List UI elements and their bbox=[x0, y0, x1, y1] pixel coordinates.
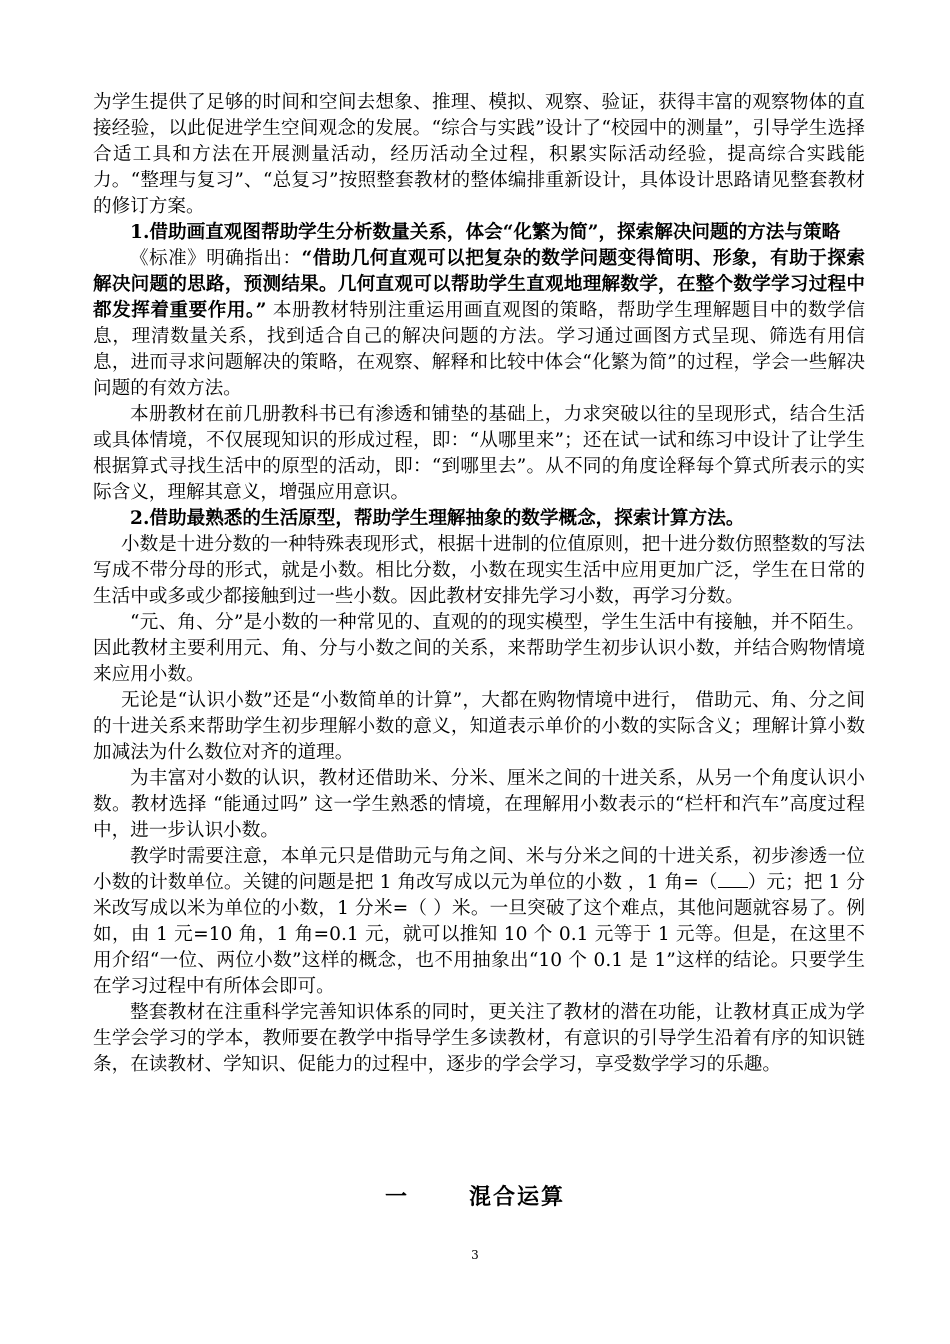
note-part-a: 教学时需要注意，本单元只是借助元与角之间、米与分米之间的十进关系，初步渗透一位小数的计数单位。关键的问题是把 1 角改写成以元为单位的小数 ，1 角=（ bbox=[93, 846, 865, 893]
paragraph-textbook: 本册教材在前几册教科书已有渗透和铺垫的基础上，力求突破以往的呈现形式，结合生活或具体情境，不仅展现知识的形成过程，即：“从哪里来”；还在试一试和练习中设计了让学生根据算式寻找生活中的原型的活动，即：“到哪里去”。从不同的角度诠释每个算式所表示的实际含义，理解其意义，增强应用意识。 bbox=[93, 404, 865, 503]
chapter-title: 混合运算 bbox=[469, 1184, 566, 1210]
chapter-heading bbox=[0, 1180, 950, 1211]
page-number: 3 bbox=[471, 1248, 479, 1262]
paragraph-money-model: “元、角、分”是小数的一种常见的、直观的的现实模型，学生生活中有接触，并不陌生。因此教材主要利用元、角、分与小数之间的关系，来帮助学生初步认识小数，并结合购物情境来应用小数。 bbox=[93, 612, 865, 685]
heading-2: 2.借助最熟悉的生活原型，帮助学生理解抽象的数学概念，探索计算方法。 bbox=[130, 508, 745, 529]
paragraph-standard-quote bbox=[93, 246, 865, 402]
paragraph-measurement: 为丰富对小数的认识，教材还借助米、分米、厘米之间的十进关系，从另一个角度认识小数。教材选择 “能通过吗” 这一学生熟悉的情境，在理解用小数表示的“栏杆和汽车”高度过程中，进一步认识小数。 bbox=[93, 768, 865, 841]
document-body bbox=[93, 90, 865, 1078]
quote-bold: “借助几何直观可以把复杂的数学问题变得简明、形象，有助于探索解决问题的思路，预测结果。几何直观可以帮助学生直观地理解数学，在整个数学学习过程中都发挥着重要作用。” bbox=[93, 248, 865, 321]
paragraph-intro: 为学生提供了足够的时间和空间去想象、推理、模拟、观察、验证，获得丰富的观察物体的直接经验，以此促进学生空间观念的发展。“综合与实践”设计了“校园中的测量”，引导学生选择合适工具和方法在开展测量活动，经历活动全过程，积累实际活动经验，提高综合实践能力。“整理与复习”、“总复习”按照整套教材的整体编排重新设计，具体设计思路请见整套教材的修订方案。 bbox=[93, 92, 865, 217]
quote-rest: 本册教材特别注重运用画直观图的策略，帮助学生理解题目中的数学信息，理清数量关系，找到适合自己的解决问题的方法。学习通过画图方式呈现、筛选有用信息，进而寻求问题解决的策略，在观察、解释和比较中体会“化繁为简”的过程，学会一些解决问题的有效方法。 bbox=[93, 300, 865, 399]
quote-lead: 《标准》明确指出： bbox=[130, 248, 302, 269]
paragraph-teaching-note bbox=[93, 844, 865, 1000]
note-part-b: ）元；把 1 分米改写成以米为单位的小数，1 分米=（ ）米。一旦突破了这个难点，其他问题就容易了。例如，由 1 元=10 角，1 角=0.1 元，就可以推知 10 个 0.1 元等于 1 元等。但是，在这里不用介绍“一位、两位小数”这样的概念，也不用抽象出“10 个 0.1 是 1”这样的结论。只要学生在学习过程中有所体会即可。 bbox=[93, 872, 865, 997]
paragraph-conclusion: 整套教材在注重科学完善知识体系的同时，更关注了教材的潜在功能，让教材真正成为学生学会学习的学本，教师要在教学中指导学生多读教材，有意识的引导学生沿着有序的知识链条，在读教材、学知识、促能力的过程中，逐步的学会学习，享受数学学习的乐趣。 bbox=[93, 1002, 865, 1075]
paragraph-shopping: 无论是“认识小数”还是“小数简单的计算”，大都在购物情境中进行， 借助元、角、分之间的十进关系来帮助学生初步理解小数的意义，知道表示单价的小数的实际含义；理解计算小数加减法为什么数位对齐的道理。 bbox=[93, 690, 865, 763]
answer-blank bbox=[718, 887, 748, 888]
paragraph-decimal-intro: 小数是十进分数的一种特殊表现形式，根据十进制的位值原则，把十进分数仿照整数的写法写成不带分母的形式，就是小数。相比分数，小数在现实生活中应用更加广泛，学生在日常的生活中或多或少都接触到过一些小数。因此教材安排先学习小数，再学习分数。 bbox=[93, 534, 865, 607]
chapter-number: 一 bbox=[384, 1184, 409, 1210]
heading-1: 1.借助画直观图帮助学生分析数量关系，体会“化繁为简”，探索解决问题的方法与策略 bbox=[130, 222, 841, 243]
